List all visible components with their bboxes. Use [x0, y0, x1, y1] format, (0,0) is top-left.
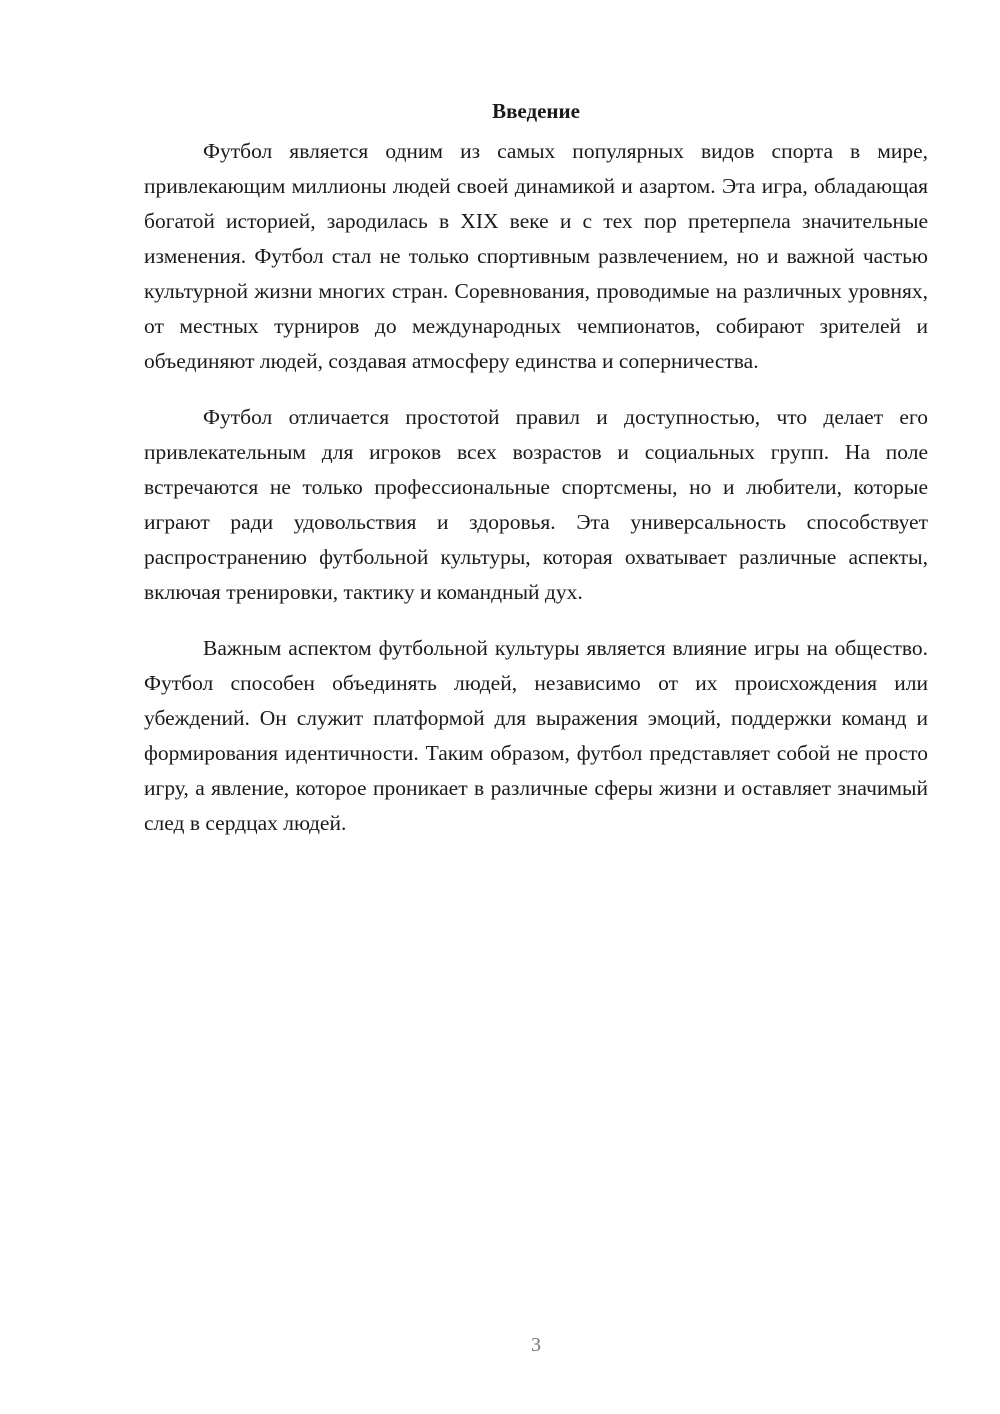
section-heading: Введение: [492, 99, 580, 123]
page-number: 3: [531, 1334, 541, 1356]
page-body: [144, 96, 928, 862]
paragraph-1: Футбол является одним из самых популярных видов спорта в мире, привлекающим миллионы людей своей динамикой и азартом. Эта игра, обладающая богатой историей, зародилась в XIX веке и с тех пор претерпела значительные изменения. Футбол стал не только спортивным развлечением, но и важной частью культурной жизни многих стран. Соревнования, проводимые на различных уровнях, от местных турниров до международных чемпионатов, собирают зрителей и объединяют людей, создавая атмосферу единства и соперничества.: [144, 139, 928, 373]
paragraph-3: Важным аспектом футбольной культуры является влияние игры на общество. Футбол способен объединять людей, независимо от их происхождения или убеждений. Он служит платформой для выражения эмоций, поддержки команд и формирования идентичности. Таким образом, футбол представляет собой не просто игру, а явление, которое проникает в различные сферы жизни и оставляет значимый след в сердцах людей.: [144, 636, 928, 835]
paragraph-2: Футбол отличается простотой правил и доступностью, что делает его привлекательным для игроков всех возрастов и социальных групп. На поле встречаются не только профессиональные спортсмены, но и любители, которые играют ради удовольствия и здоровья. Эта универсальность способствует распространению футбольной культуры, которая охватывает различные аспекты, включая тренировки, тактику и командный дух.: [144, 405, 928, 604]
